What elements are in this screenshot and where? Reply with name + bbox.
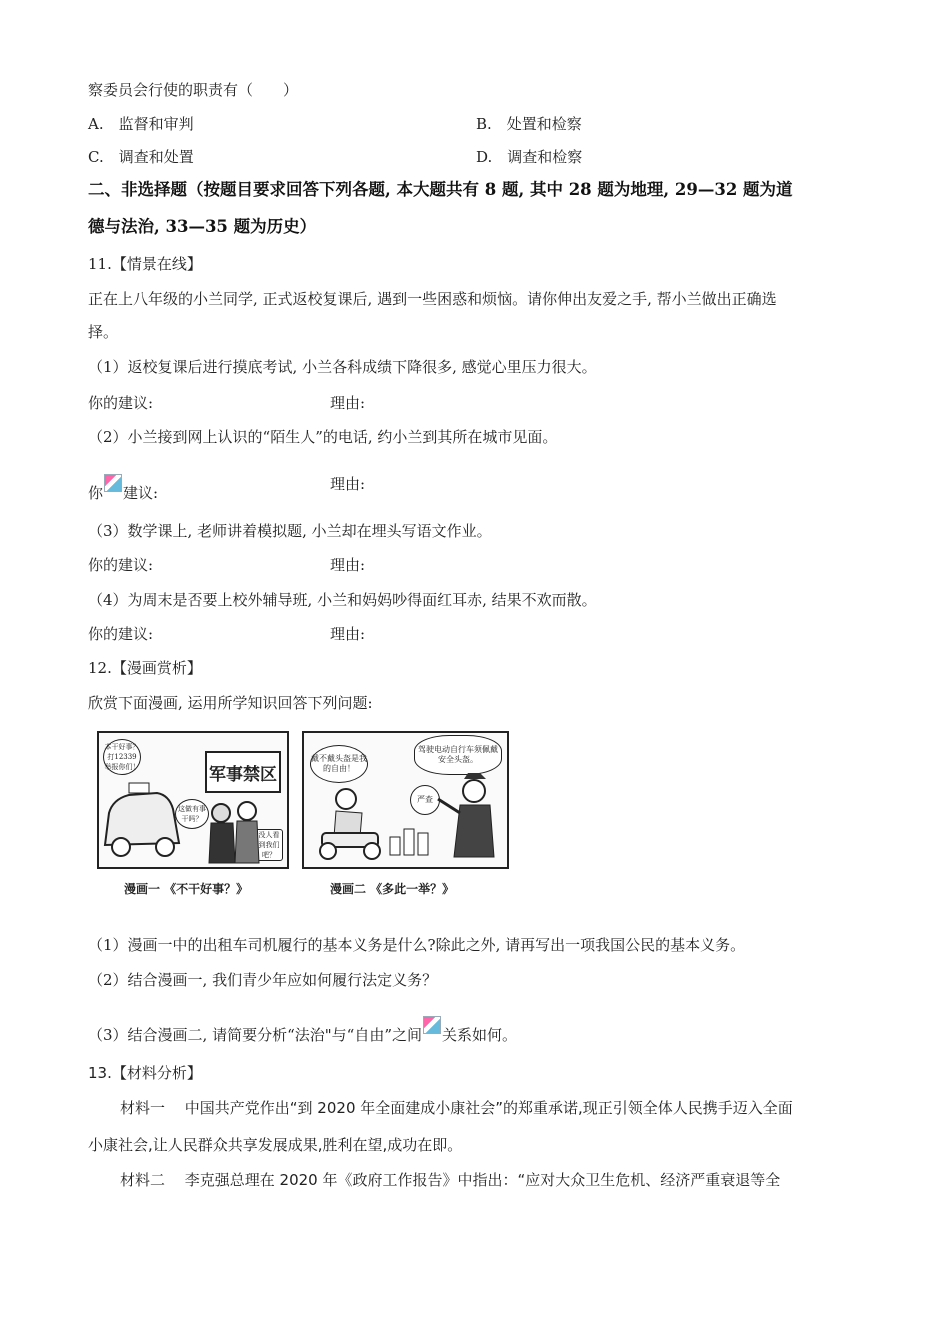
broken-image-icon [423, 1016, 441, 1034]
comic-1-bubble-mid: 这做有事干吗？ [175, 799, 209, 829]
option-d: D. 调查和检察 [476, 148, 583, 166]
broken-image-icon [104, 474, 122, 492]
q12-heading: 12.【漫画赏析】 [88, 659, 202, 677]
option-b: B. 处置和检察 [476, 115, 582, 133]
q11-suggestion-3: 你的建议: [88, 556, 154, 574]
question-10-tail: 察委员会行使的职责有（ ） [88, 81, 299, 99]
q13-material-1-line1: 材料一 中国共产党作出“到 2020 年全面建成小康社会”的郑重承诺,现正引领全体人民携手迈入全面 [120, 1099, 793, 1117]
option-a: A. 监督和审判 [88, 115, 194, 133]
q13-material-1-line2: 小康社会,让人民群众共享发展成果,胜利在望,成功在即。 [88, 1136, 463, 1154]
q12-part-2: （2）结合漫画一, 我们青少年应如何履行法定义务？ [88, 971, 438, 989]
q12-part-3-second: 关系如何。 [442, 1026, 518, 1044]
q12-part-3 [88, 1016, 517, 1045]
q11-intro-line2: 择。 [88, 323, 119, 341]
q12-part-3-first: （3）结合漫画二, 请简要分析“法治"与“自由”之间 [88, 1026, 422, 1044]
q11-scenario-2: （2）小兰接到网上认识的“陌生人”的电话, 约小兰到其所在城市见面。 [88, 428, 558, 446]
q11-reason-1: 理由: [330, 394, 366, 412]
comic-1-panel [97, 731, 289, 869]
q12-part-1: （1）漫画一中的出租车司机履行的基本义务是什么?除此之外, 请再写出一项我国公民的基本义务。 [88, 936, 746, 954]
q11-scenario-1: （1）返校复课后进行摸底考试, 小兰各科成绩下降很多, 感觉心里压力很大。 [88, 358, 597, 376]
section-2-title-line2: 德与法治, 33—35 题为历史） [88, 217, 317, 236]
comic-1-caption: 漫画一 《不干好事？》 [124, 882, 249, 896]
q11-suggestion-4: 你的建议: [88, 625, 154, 643]
q11-intro-line1: 正在上八年级的小兰同学, 正式返校复课后, 遇到一些困惑和烦恼。请你伸出友爱之手, 帮小兰做出正确选 [88, 290, 777, 308]
q11-suggestion-2-suffix: 建议: [123, 484, 159, 502]
q11-heading: 11.【情景在线】 [88, 255, 202, 273]
scooter-drawing [304, 733, 507, 867]
q11-scenario-3: （3）数学课上, 老师讲着模拟题, 小兰却在埋头写语文作业。 [88, 522, 492, 540]
option-c: C. 调查和处置 [88, 148, 194, 166]
comic-1-bubble-low: 没人看到我们吧？ [255, 829, 283, 861]
comic-2-panel [302, 731, 509, 869]
q11-suggestion-2 [88, 474, 158, 503]
comic-2-badge: 严查 [410, 785, 440, 815]
taxi-drawing [99, 733, 287, 867]
q11-suggestion-1: 你的建议: [88, 394, 154, 412]
q11-suggestion-2-prefix: 你 [88, 484, 104, 502]
q11-reason-2: 理由: [330, 475, 366, 493]
q12-intro: 欣赏下面漫画, 运用所学知识回答下列问题: [88, 694, 373, 712]
q13-heading: 13.【材料分析】 [88, 1064, 202, 1082]
q11-scenario-4: （4）为周末是否要上校外辅导班, 小兰和妈妈吵得面红耳赤, 结果不欢而散。 [88, 591, 597, 609]
comic-2-bubble-right: 驾驶电动自行车须佩戴安全头盔。 [414, 735, 502, 775]
q13-material-2-line1: 材料二 李克强总理在 2020 年《政府工作报告》中指出：“应对大众卫生危机、经济严重衰退等全 [120, 1171, 781, 1189]
q11-reason-3: 理由: [330, 556, 366, 574]
section-2-title-line1: 二、非选择题（按题目要求回答下列各题, 本大题共有 8 题, 其中 28 题为地理, 29—32 题为道 [88, 180, 793, 199]
comic-1-bubble-top: 本干好事？打12339举报你们！ [103, 739, 141, 775]
q11-reason-4: 理由: [330, 625, 366, 643]
comic-2-bubble-left: 戴不戴头盔是我的自由！ [310, 745, 368, 783]
comic-1-sign: 军事禁区 [205, 751, 281, 793]
comic-2-caption: 漫画二 《多此一举？》 [330, 882, 455, 896]
